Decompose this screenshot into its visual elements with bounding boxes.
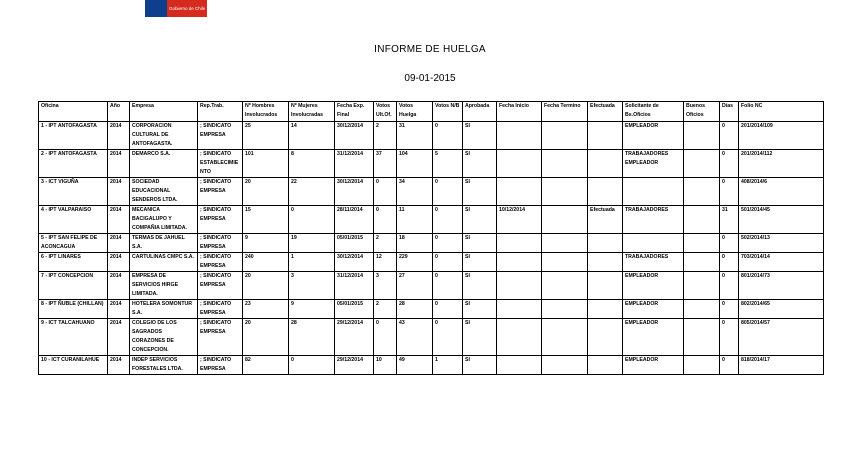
table-cell [588, 178, 623, 206]
table-row [39, 178, 824, 206]
table-cell: 11 [397, 206, 433, 234]
table-cell: 7 - IPT CONCEPCION [39, 272, 108, 300]
table-cell: 5 - IPT SAN FELIPE DE ACONCAGUA [39, 234, 108, 253]
table-cell: ; SINDICATO EMPRESA [198, 234, 243, 253]
table-cell: 15 [243, 206, 289, 234]
table-cell: 0 [720, 300, 739, 319]
table-cell: 31/12/2014 [335, 272, 374, 300]
table-cell: SI [463, 178, 497, 206]
table-cell: 0 [720, 178, 739, 206]
column-header: Rep.Trab. [198, 102, 243, 122]
table-cell: 8 - IPT ÑUBLE (CHILLAN) [39, 300, 108, 319]
table-cell [684, 150, 720, 178]
table-cell: 28 [397, 300, 433, 319]
table-cell: 2014 [108, 253, 130, 272]
table-cell: 20 [243, 272, 289, 300]
table-cell: 3 - ICT VIGUÑA [39, 178, 108, 206]
table-cell: 31 [397, 122, 433, 150]
table-cell: 28/11/2014 [335, 206, 374, 234]
column-header: Buenos Oficios [684, 102, 720, 122]
table-cell: SI [463, 234, 497, 253]
table-cell [588, 356, 623, 375]
table-cell: ; SINDICATO ESTABLECIMIENTO [198, 150, 243, 178]
table-cell: 0 [433, 122, 463, 150]
table-cell: 2014 [108, 122, 130, 150]
table-cell: 14 [289, 122, 335, 150]
column-header: Nº Mujeres Involucradas [289, 102, 335, 122]
strike-report-table [38, 101, 824, 375]
table-cell [497, 178, 542, 206]
table-cell [588, 319, 623, 356]
table-cell [497, 319, 542, 356]
table-cell: 2014 [108, 234, 130, 253]
table-cell [684, 234, 720, 253]
table-cell [684, 178, 720, 206]
table-cell: 2 - IPT ANTOFAGASTA [39, 150, 108, 178]
table-cell [542, 253, 588, 272]
table-cell: 6 - IPT LINARES [39, 253, 108, 272]
table-cell: SI [463, 253, 497, 272]
table-cell: ; SINDICATO EMPRESA [198, 356, 243, 375]
table-cell [542, 356, 588, 375]
column-header: Solicitante de Bs.Oficios [623, 102, 684, 122]
table-row [39, 356, 824, 375]
table-cell: 201/2014/109 [739, 122, 824, 150]
table-cell: 0 [433, 253, 463, 272]
table-cell [497, 272, 542, 300]
table-cell: 10 [374, 356, 397, 375]
table-cell: INDEP SERVICIOS FORESTALES LTDA. [130, 356, 198, 375]
table-cell [684, 319, 720, 356]
table-cell: 27 [397, 272, 433, 300]
column-header: Votos Huelga [397, 102, 433, 122]
column-header: Nº Hombres Involucrados [243, 102, 289, 122]
table-cell: SI [463, 319, 497, 356]
table-cell: 0 [720, 253, 739, 272]
table-row [39, 319, 824, 356]
logo-text: Gobierno de Chile [169, 6, 206, 11]
table-cell: 0 [374, 319, 397, 356]
table-cell: 5 [433, 150, 463, 178]
table-row [39, 253, 824, 272]
table-cell [497, 253, 542, 272]
table-row [39, 122, 824, 150]
table-cell: EMPLEADOR [623, 356, 684, 375]
table-cell: 49 [397, 356, 433, 375]
column-header: Votos Ult.Of. [374, 102, 397, 122]
table-cell [497, 356, 542, 375]
table-cell: TERMAS DE JAHUEL S.A. [130, 234, 198, 253]
table-cell: Efectuada [588, 206, 623, 234]
table-cell: 82 [243, 356, 289, 375]
table-cell [623, 234, 684, 253]
table-cell [588, 300, 623, 319]
table-cell [542, 178, 588, 206]
table-cell: 0 [374, 206, 397, 234]
table-cell: 501/2014/45 [739, 206, 824, 234]
table-cell: SI [463, 272, 497, 300]
table-cell: ; SINDICATO EMPRESA [198, 272, 243, 300]
table-cell: 30/12/2014 [335, 122, 374, 150]
table-cell: ; SINDICATO EMPRESA [198, 319, 243, 356]
table-cell: TRABAJADORES [623, 206, 684, 234]
table-cell: EMPLEADOR [623, 300, 684, 319]
table-cell: 0 [433, 300, 463, 319]
table-cell: COLEGIO DE LOS SAGRADOS CORAZONES DE CONCEPCION. [130, 319, 198, 356]
table-cell [497, 234, 542, 253]
table-cell: 2014 [108, 300, 130, 319]
table-cell: 201/2014/112 [739, 150, 824, 178]
table-cell: EMPLEADOR [623, 272, 684, 300]
table-cell: SI [463, 150, 497, 178]
table-cell: ; SINDICATO EMPRESA [198, 253, 243, 272]
table-cell [542, 122, 588, 150]
table-cell: 4 - IPT VALPARAISO [39, 206, 108, 234]
table-cell: 3 [289, 272, 335, 300]
table-cell: 23 [243, 300, 289, 319]
table-cell: ; SINDICATO EMPRESA [198, 122, 243, 150]
table-cell: 0 [720, 234, 739, 253]
table-cell: 0 [433, 234, 463, 253]
column-header: Folio NC [739, 102, 824, 122]
table-cell: 240 [243, 253, 289, 272]
table-cell [588, 253, 623, 272]
table-cell: 0 [289, 206, 335, 234]
table-cell [497, 122, 542, 150]
table-cell: 29/12/2014 [335, 319, 374, 356]
table-cell: 20 [243, 178, 289, 206]
table-cell: 29/12/2014 [335, 356, 374, 375]
table-header-row [39, 102, 824, 122]
table-cell: 408/2014/6 [739, 178, 824, 206]
table-body [39, 122, 824, 375]
table-cell: 229 [397, 253, 433, 272]
table-cell: 0 [289, 356, 335, 375]
table-cell: 43 [397, 319, 433, 356]
table-cell [542, 150, 588, 178]
table-cell [542, 272, 588, 300]
table-cell: EMPLEADOR [623, 319, 684, 356]
table-cell: 34 [397, 178, 433, 206]
table-cell: 0 [374, 178, 397, 206]
table-cell: SI [463, 356, 497, 375]
table-cell: 10/12/2014 [497, 206, 542, 234]
column-header: Días [720, 102, 739, 122]
table-cell: 1 [433, 356, 463, 375]
table-cell: 05/01/2015 [335, 300, 374, 319]
table-cell: 25 [243, 122, 289, 150]
table-cell: 31/12/2014 [335, 150, 374, 178]
table-cell: SOCIEDAD EDUCACIONAL SENDEROS LTDA. [130, 178, 198, 206]
table-cell: SI [463, 122, 497, 150]
table-cell: HOTELERA SOMONTUR S.A. [130, 300, 198, 319]
table-cell: EMPLEADOR [623, 122, 684, 150]
column-header: Aprobada [463, 102, 497, 122]
table-cell: 9 - ICT TALCAHUANO [39, 319, 108, 356]
table-row [39, 150, 824, 178]
table-cell [684, 356, 720, 375]
table-cell: 9 [289, 300, 335, 319]
table-cell: 0 [433, 206, 463, 234]
table-cell [542, 319, 588, 356]
table-cell: ; SINDICATO EMPRESA [198, 300, 243, 319]
table-cell [588, 150, 623, 178]
report-title: INFORME DE HUELGA [374, 44, 486, 55]
logo-red-block [167, 0, 207, 17]
table-cell: TRABAJADORES EMPLEADOR [623, 150, 684, 178]
table-cell: 1 [289, 253, 335, 272]
column-header: Fecha Exp. Final [335, 102, 374, 122]
table-cell: 801/2014/73 [739, 272, 824, 300]
table-cell: 818/2014/17 [739, 356, 824, 375]
table-cell [542, 206, 588, 234]
table-cell: 2014 [108, 319, 130, 356]
table-cell: 2014 [108, 206, 130, 234]
table-cell: EMPRESA DE SERVICIOS HIRGE LIMITADA. [130, 272, 198, 300]
table-cell: 2014 [108, 150, 130, 178]
table-cell: 104 [397, 150, 433, 178]
column-header: Fecha Inicio [497, 102, 542, 122]
table-cell [588, 234, 623, 253]
table-cell: 30/12/2014 [335, 178, 374, 206]
table-cell [542, 234, 588, 253]
table-cell [588, 122, 623, 150]
table-cell: 37 [374, 150, 397, 178]
table-cell [684, 253, 720, 272]
table-cell: TRABAJADORES [623, 253, 684, 272]
table-cell: 502/2014/13 [739, 234, 824, 253]
table-cell: 8 [289, 150, 335, 178]
table-cell: 9 [243, 234, 289, 253]
table-cell [684, 206, 720, 234]
table-cell [684, 122, 720, 150]
column-header: Año [108, 102, 130, 122]
table-cell: 101 [243, 150, 289, 178]
table-cell: 0 [720, 272, 739, 300]
table-cell: 12 [374, 253, 397, 272]
table-cell [497, 300, 542, 319]
table-cell: 31 [720, 206, 739, 234]
table-cell: 0 [433, 272, 463, 300]
table-row [39, 206, 824, 234]
table-cell: 3 [374, 272, 397, 300]
table-cell: 2014 [108, 356, 130, 375]
table-cell: 2 [374, 300, 397, 319]
table-row [39, 272, 824, 300]
table-cell [623, 178, 684, 206]
table-cell: ; SINDICATO EMPRESA [198, 206, 243, 234]
table-cell: SI [463, 300, 497, 319]
table-cell: 805/2014/57 [739, 319, 824, 356]
table-cell: 20 [243, 319, 289, 356]
table-cell: 2 [374, 122, 397, 150]
table-row [39, 300, 824, 319]
table-cell: 2014 [108, 178, 130, 206]
table-cell: 30/12/2014 [335, 253, 374, 272]
table-cell: 28 [289, 319, 335, 356]
table-cell [588, 272, 623, 300]
table-cell: SI [463, 206, 497, 234]
column-header: Votos N/B [433, 102, 463, 122]
table-cell: 0 [720, 150, 739, 178]
report-date: 09-01-2015 [404, 73, 456, 84]
column-header: Oficina [39, 102, 108, 122]
table-cell: 0 [433, 178, 463, 206]
table-cell: 0 [720, 356, 739, 375]
column-header: Empresa [130, 102, 198, 122]
table-cell: 10 - ICT CURANILAHUE [39, 356, 108, 375]
table-cell: ; SINDICATO EMPRESA [198, 178, 243, 206]
table-cell [542, 300, 588, 319]
table-cell: 0 [720, 319, 739, 356]
column-header: Efectuada [588, 102, 623, 122]
table-cell: CARTULINAS CMPC S.A. [130, 253, 198, 272]
table-cell: 18 [397, 234, 433, 253]
table-cell: 2014 [108, 272, 130, 300]
table-cell: 2 [374, 234, 397, 253]
logo-blue-block [145, 0, 167, 17]
table-cell: DEMARCO S.A. [130, 150, 198, 178]
table-cell [684, 272, 720, 300]
table-row [39, 234, 824, 253]
gobierno-logo [145, 0, 207, 17]
table-cell: 22 [289, 178, 335, 206]
column-header: Fecha Termino [542, 102, 588, 122]
table-cell: 05/01/2015 [335, 234, 374, 253]
table-cell: 19 [289, 234, 335, 253]
table-cell: 0 [433, 319, 463, 356]
table-cell: 703/2014/14 [739, 253, 824, 272]
table-cell [684, 300, 720, 319]
table-cell: 1 - IPT ANTOFAGASTA [39, 122, 108, 150]
table-cell: MECANICA BACIGALUPO Y COMPAÑIA LIMITADA. [130, 206, 198, 234]
table-cell: CORPORACION CULTURAL DE ANTOFAGASTA. [130, 122, 198, 150]
table-cell: 0 [720, 122, 739, 150]
table-cell: 802/2014/65 [739, 300, 824, 319]
table-cell [497, 150, 542, 178]
